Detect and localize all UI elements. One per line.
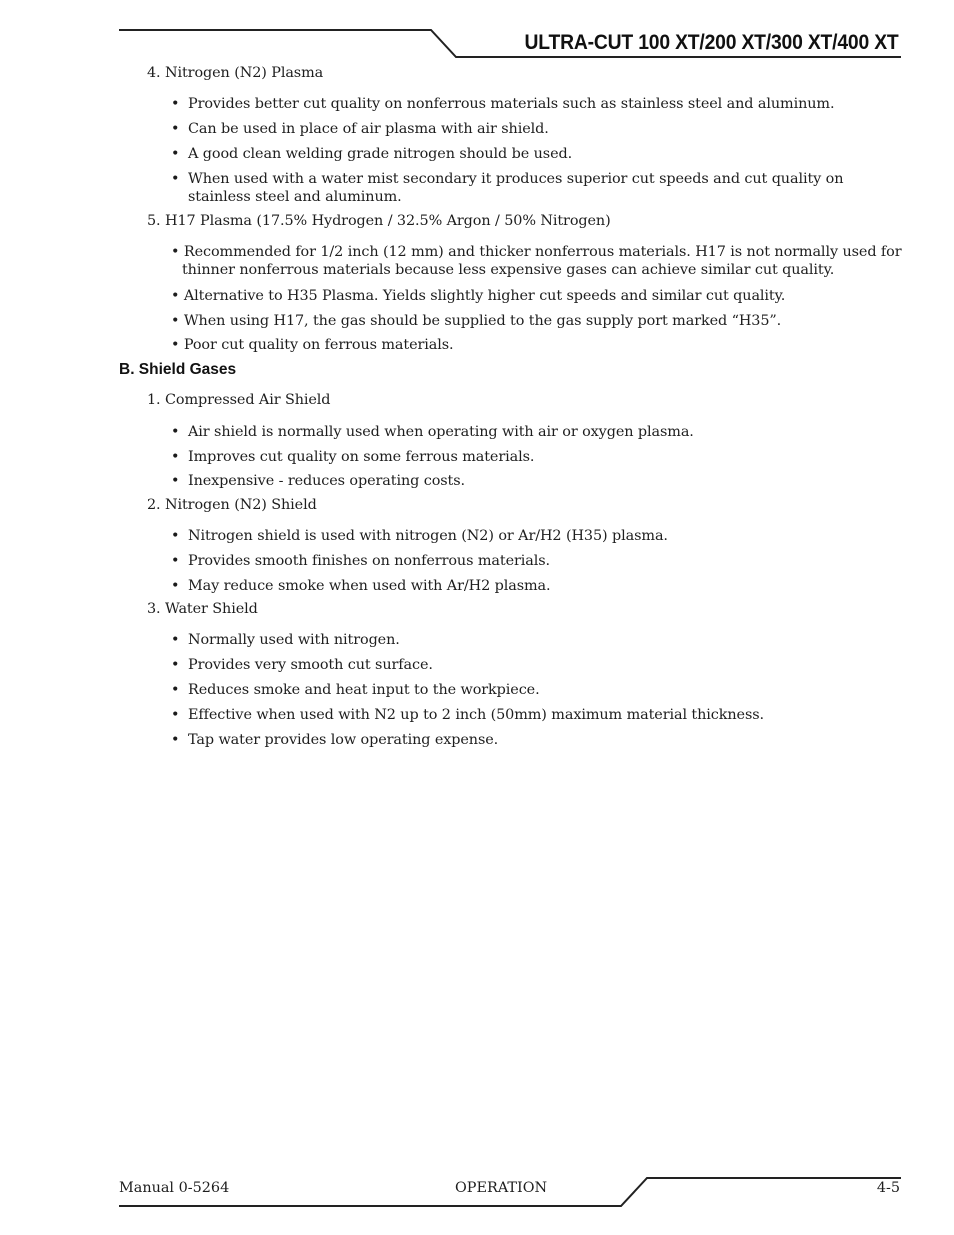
list-heading-compressed-air-shield: 1. Compressed Air Shield [147,392,331,408]
list-item: Inexpensive - reduces operating costs. [188,473,465,489]
list-heading-nitrogen-plasma: 4. Nitrogen (N2) Plasma [147,65,324,81]
list-item: Provides very smooth cut surface. [188,657,433,673]
bullet-dot: • [171,96,180,112]
bullet-dot: • [171,449,180,465]
list-item: Provides better cut quality on nonferrous materials such as stainless steel and aluminum. [188,96,835,112]
list-item: When used with a water mist secondary it produces superior cut speeds and cut quality on stainless steel and aluminum. [188,171,844,205]
bullet-dot: • [171,657,180,673]
list-item: Effective when used with N2 up to 2 inch (50mm) maximum material thickness. [188,707,764,723]
footer-manual-number: Manual 0-5264 [119,1180,230,1196]
list-item: • Recommended for 1/2 inch (12 mm) and thicker nonferrous materials. H17 is not normally used for thinner nonferrous materials because less expensive gases can achieve similar cut quality. [171,244,902,278]
bullet-dot: • [171,682,180,698]
document-title: ULTRA-CUT 100 XT/200 XT/300 XT/400 XT [525,31,899,54]
bullet-dot: • [171,707,180,723]
list-item: Improves cut quality on some ferrous materials. [188,449,535,465]
bullet-dot: • [171,578,180,594]
list-item: Provides smooth finishes on nonferrous materials. [188,553,551,569]
bullet-dot: • [171,528,180,544]
bullet-dot: • [171,732,180,748]
list-item: Nitrogen shield is used with nitrogen (N2) or Ar/H2 (H35) plasma. [188,528,668,544]
list-item: • Alternative to H35 Plasma. Yields slightly higher cut speeds and similar cut quality. [171,288,786,304]
bullet-dot: • [171,146,180,162]
list-item: • Poor cut quality on ferrous materials. [171,337,454,353]
bullet-dot: • [171,171,180,187]
list-item: Can be used in place of air plasma with air shield. [188,121,549,137]
list-heading-h17-plasma: 5. H17 Plasma (17.5% Hydrogen / 32.5% Argon / 50% Nitrogen) [147,213,611,229]
list-heading-water-shield: 3. Water Shield [147,601,258,617]
bullet-dot: • [171,553,180,569]
section-heading-shield-gases: B. Shield Gases [119,361,237,378]
footer-page-number: 4-5 [876,1180,900,1196]
list-item: Tap water provides low operating expense. [188,732,499,748]
list-item: • When using H17, the gas should be supplied to the gas supply port marked “H35”. [171,313,782,329]
bullet-dot: • [171,121,180,137]
list-item: May reduce smoke when used with Ar/H2 plasma. [188,578,551,594]
list-item: Normally used with nitrogen. [188,632,400,648]
list-heading-nitrogen-shield: 2. Nitrogen (N2) Shield [147,497,317,513]
list-item: A good clean welding grade nitrogen should be used. [188,146,573,162]
list-item: Air shield is normally used when operating with air or oxygen plasma. [188,424,694,440]
bullet-dot: • [171,632,180,648]
list-item: Reduces smoke and heat input to the workpiece. [188,682,540,698]
bullet-dot: • [171,473,180,489]
bullet-dot: • [171,424,180,440]
footer-section-name: OPERATION [455,1180,548,1196]
